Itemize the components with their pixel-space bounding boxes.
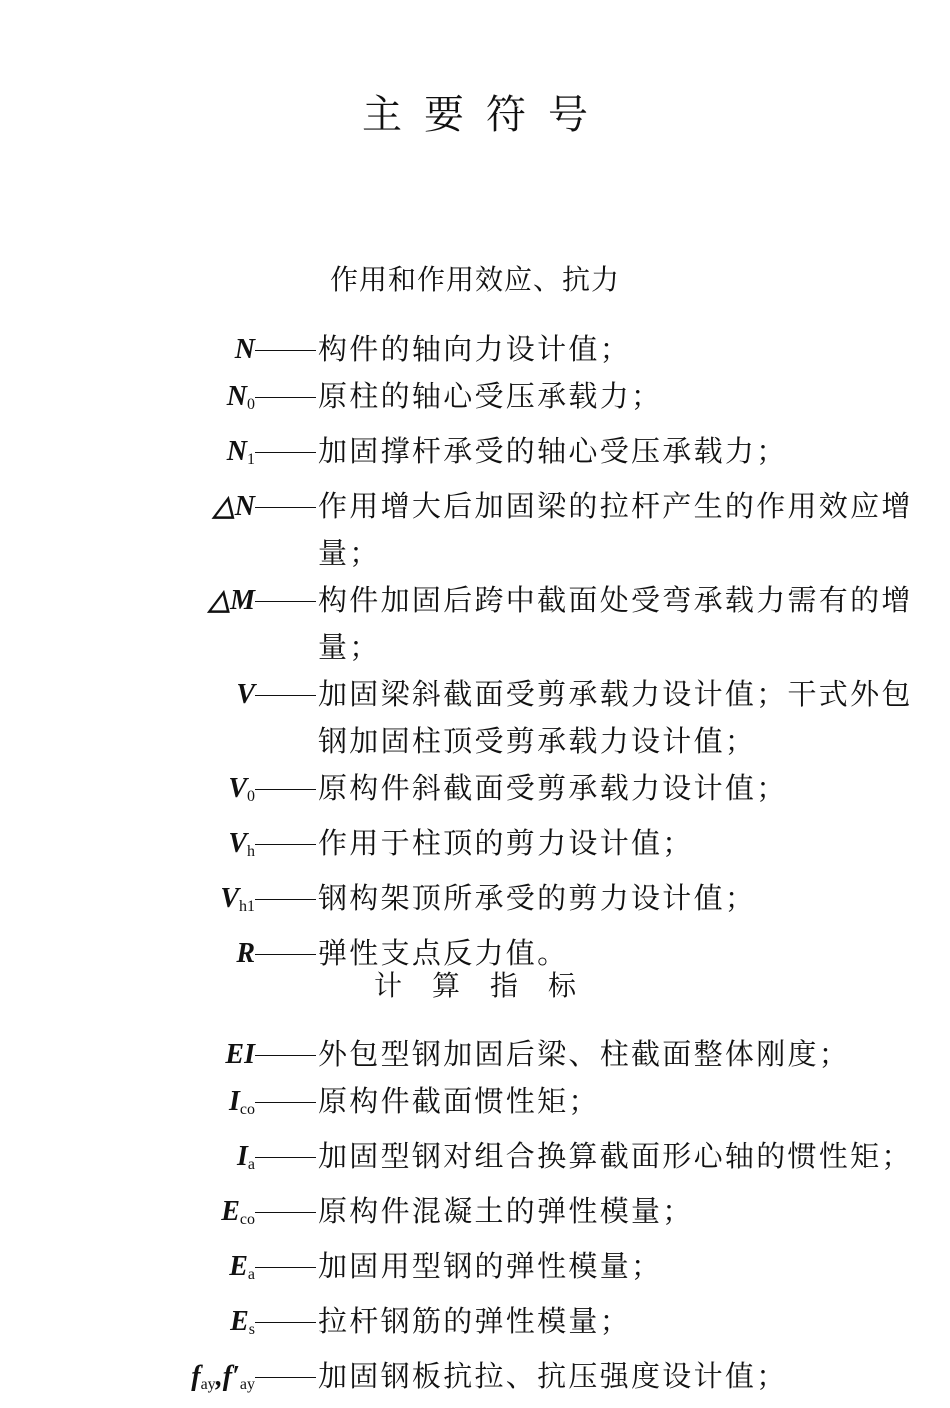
em-dash-divider [255,875,318,922]
symbol: V [220,883,239,914]
symbol: R [236,938,255,969]
symbol: E [221,1196,240,1227]
em-dash-divider [255,428,318,475]
symbol-cell [0,483,255,530]
symbol: E [229,1251,248,1282]
symbol-description: 作用于柱顶的剪力设计值； [318,826,694,860]
section-heading-indices: 计算指标 [373,969,606,1002]
symbol: f′ [222,1361,240,1392]
symbol-entry [0,1243,950,1298]
symbol-cell [0,326,255,373]
em-dash-divider [255,1353,318,1400]
symbol-entry [0,373,950,428]
symbol-description: 构件的轴向力设计值； [318,332,632,366]
symbol-subscript: co [239,1101,255,1118]
symbol-cell [0,1031,255,1078]
symbol-description: 原柱的轴心受压承载力； [318,379,663,413]
symbol: E [230,1306,249,1337]
em-dash-divider [255,483,318,530]
symbol-cell [0,1188,255,1243]
symbol: N [226,436,247,467]
symbol: △N [213,491,255,522]
symbol-cell [0,765,255,820]
symbol-cell [0,820,255,875]
symbol-cell [0,428,255,483]
em-dash-divider [255,373,318,420]
symbol: f [191,1361,201,1392]
symbol-entry [0,765,950,820]
section-heading-actions: 作用和作用效应、抗力 [329,263,620,296]
symbol: △M [208,585,255,616]
symbol: I [228,1086,240,1117]
symbol-entry [0,483,950,577]
symbol-entry [0,326,950,373]
symbol-cell [0,1133,255,1188]
em-dash-divider [255,671,318,718]
symbol-description: 加固钢板抗拉、抗压强度设计值； [318,1359,788,1393]
symbol-description: 加固梁斜截面受剪承载力设计值；干式外包钢加固柱顶受剪承载力设计值； [318,677,913,758]
symbol: I [236,1141,248,1172]
symbol-description: 弹性支点反力值。 [318,936,569,970]
symbol-cell [0,577,255,624]
symbol-entry [0,1078,950,1133]
em-dash-divider [255,1188,318,1235]
symbol-entry [0,428,950,483]
symbol-description: 作用增大后加固梁的拉杆产生的作用效应增量； [318,489,913,570]
symbol: N [234,334,255,365]
symbol-description: 拉杆钢筋的弹性模量； [318,1304,632,1338]
em-dash-divider [255,1031,318,1078]
symbol-description: 构件加固后跨中截面处受弯承载力需有的增量； [318,583,913,664]
symbol: N [226,381,247,412]
symbol: V [236,679,255,710]
symbol-subscript: a [247,1156,255,1173]
symbol-cell [0,875,255,930]
symbol-description: 原构件截面惯性矩； [318,1084,600,1118]
symbol-cell [0,373,255,428]
symbol-list-indices [0,1031,950,1408]
page-title: 主要符号 [362,92,610,138]
symbol-description: 外包型钢加固后梁、柱截面整体刚度； [318,1037,851,1071]
em-dash-divider [255,820,318,867]
symbol-description: 加固用型钢的弹性模量； [318,1249,663,1283]
symbol-subscript: ay [239,1376,255,1393]
symbol-list-actions [0,326,950,977]
symbol-cell [0,1298,255,1353]
em-dash-divider [255,326,318,373]
symbol-cell [0,671,255,718]
em-dash-divider [255,1243,318,1290]
symbol-entry [0,1353,950,1408]
symbol-description: 钢构架顶所承受的剪力设计值； [318,881,757,915]
symbol-subscript: co [239,1211,255,1228]
symbol-subscript: h1 [239,898,255,915]
symbol-entry [0,1133,950,1188]
symbol-subscript: s [248,1321,255,1338]
symbol: V [228,828,247,859]
symbol-separator: , [215,1361,223,1392]
symbol-cell [0,1353,255,1408]
symbol-entry [0,875,950,930]
symbol-subscript: ay [200,1376,216,1393]
em-dash-divider [255,765,318,812]
symbol-subscript: 0 [247,396,255,413]
symbol-cell [0,1078,255,1133]
symbol-cell [0,1243,255,1298]
symbol-entry [0,1031,950,1078]
symbol-entry [0,820,950,875]
symbol-subscript: 1 [247,451,255,468]
symbol: EI [225,1039,255,1070]
symbol-entry [0,1298,950,1353]
symbol-subscript: a [247,1266,255,1283]
em-dash-divider [255,577,318,624]
symbol-description: 原构件混凝土的弹性模量； [318,1194,694,1228]
symbol-description: 加固型钢对组合换算截面形心轴的惯性矩； [318,1139,913,1173]
em-dash-divider [255,1298,318,1345]
symbol-subscript: h [247,843,255,860]
symbol: V [228,773,247,804]
symbol-subscript: 0 [247,788,255,805]
symbol-entry [0,1188,950,1243]
symbol-description: 加固撑杆承受的轴心受压承载力； [318,434,788,468]
em-dash-divider [255,1078,318,1125]
symbol-description: 原构件斜截面受剪承载力设计值； [318,771,788,805]
symbol-entry [0,577,950,671]
em-dash-divider [255,1133,318,1180]
symbol-entry [0,671,950,765]
